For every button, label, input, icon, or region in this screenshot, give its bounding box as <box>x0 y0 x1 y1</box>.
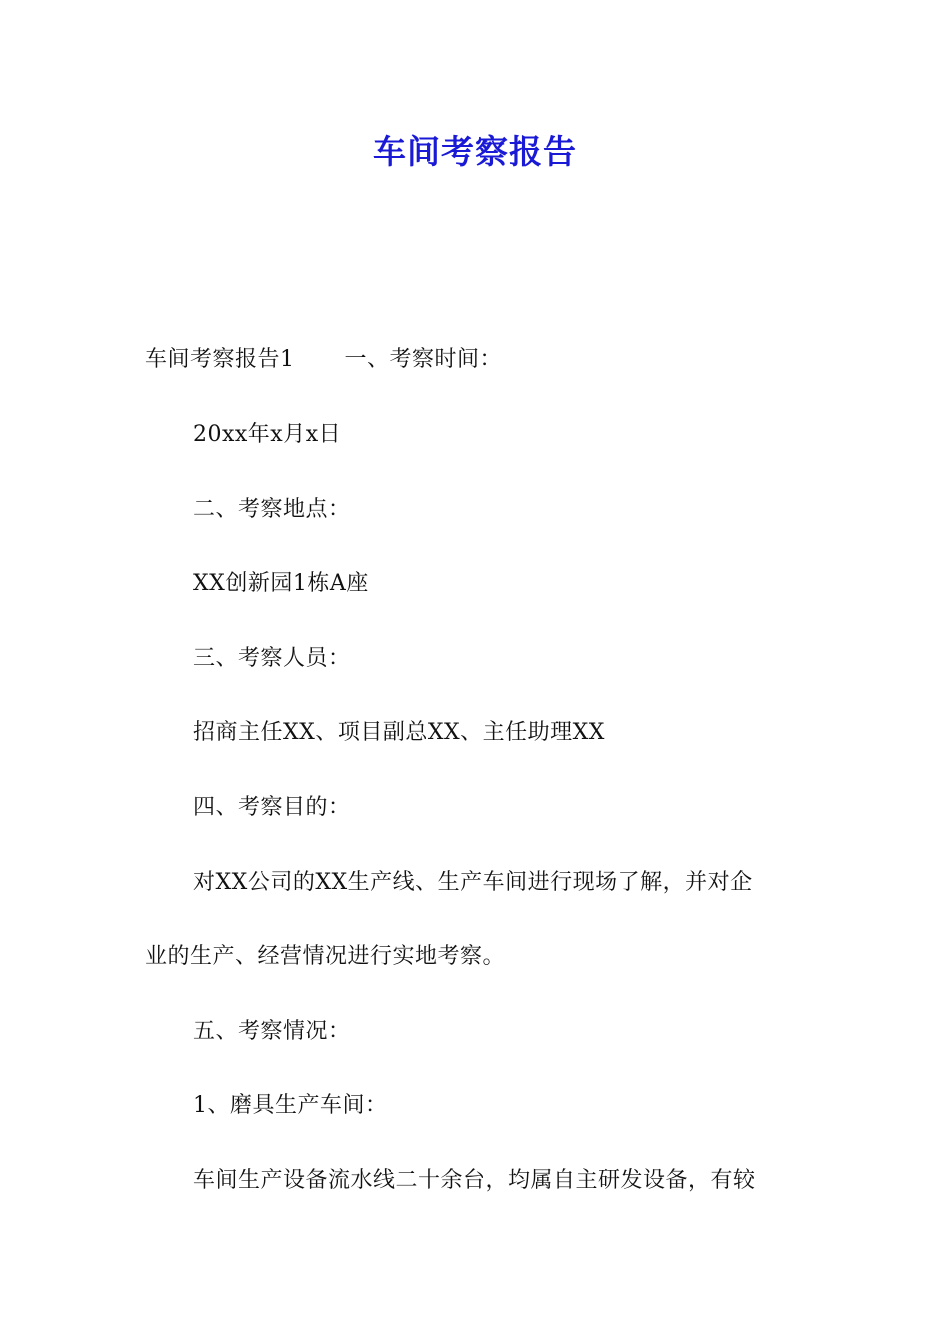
time-value: 20xx年x月x日 <box>193 422 342 447</box>
place-value: XX创新园1栋A座 <box>193 571 369 596</box>
workshop-paragraph-line-1: 车间生产设备流水线二十余台，均属自主研发设备，有较 <box>193 1168 756 1193</box>
people-value: 招商主任XX、项目副总XX、主任助理XX <box>193 720 605 745</box>
section-time-heading: 一、考察时间： <box>344 347 503 372</box>
first-line <box>145 345 815 375</box>
section-people-heading: 三、考察人员： <box>193 646 351 671</box>
section-purpose-heading: 四、考察目的： <box>193 795 351 820</box>
section-place-heading: 二、考察地点： <box>193 497 351 522</box>
purpose-paragraph-line-2: 业的生产、经营情况进行实地考察。 <box>145 944 506 969</box>
subsection-workshop-heading: 1、磨具生产车间： <box>193 1093 388 1118</box>
report-heading: 车间考察报告1 <box>145 347 295 372</box>
section-situation-heading: 五、考察情况： <box>193 1019 351 1044</box>
purpose-paragraph-line-1: 对XX公司的XX生产线、生产车间进行现场了解，并对企 <box>193 870 753 895</box>
document-title: 车间考察报告 <box>373 132 577 171</box>
